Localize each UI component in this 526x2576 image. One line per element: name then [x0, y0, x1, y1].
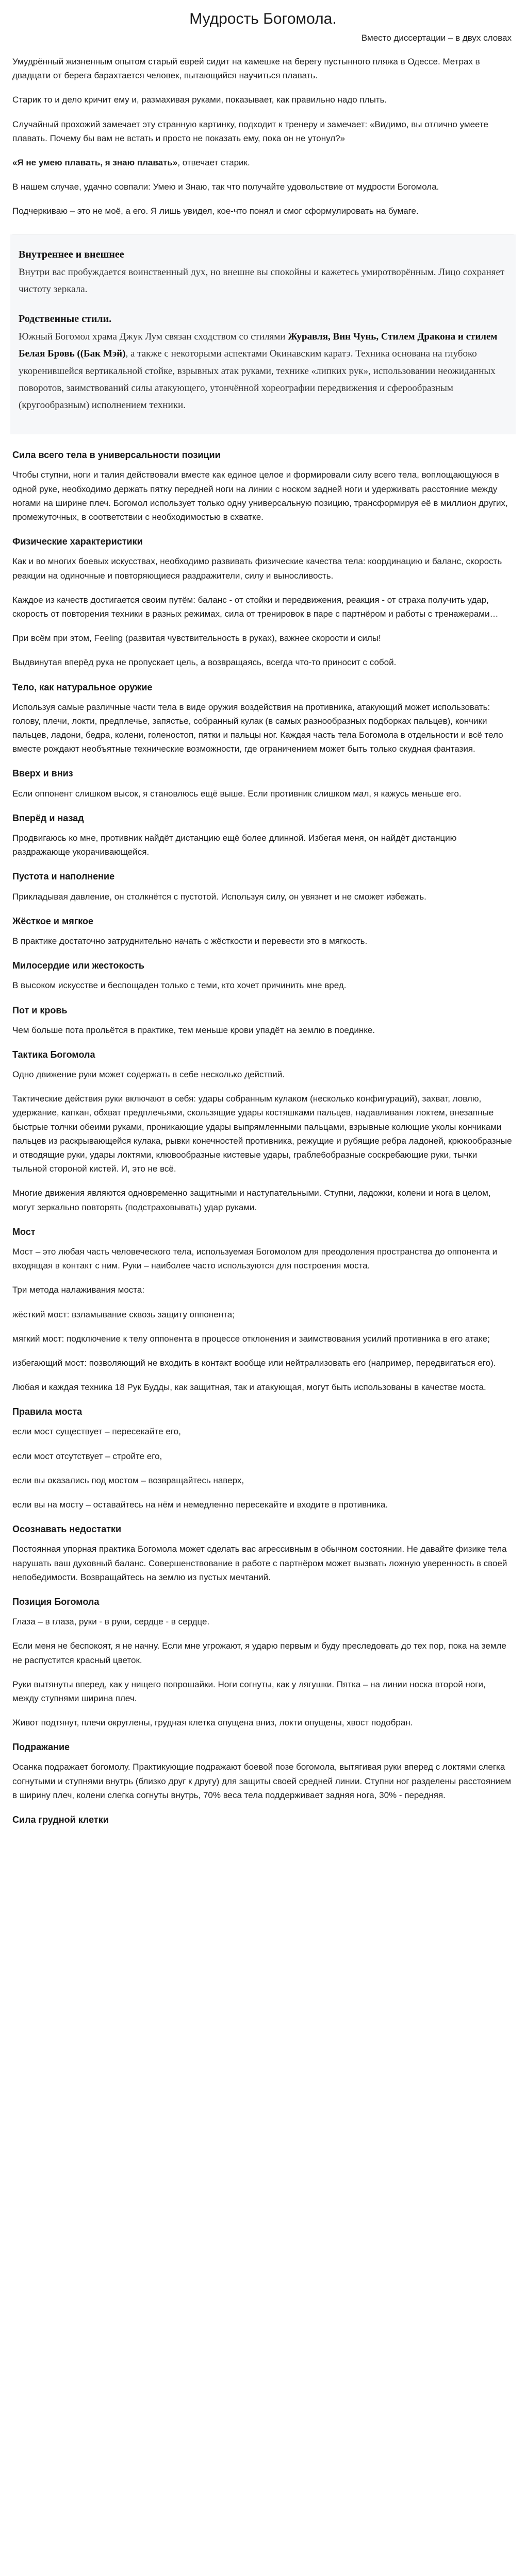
section-heading: Правила моста — [12, 1406, 83, 1417]
section-heading: Тактика Богомола — [12, 1049, 95, 1060]
styles-names: Журавля, Вин Чунь, Стилем Дракона и стилем Белая Бровь ((Бак Мэй) — [19, 331, 498, 360]
section-paragraph: избегающий мост: позволяющий не входить в контакт вообще или нейтрализовать его (например, передвигаться его). — [12, 1358, 496, 1368]
section-paragraph: Прикладывая давление, он столкнётся с пустотой. Используя силу, он увязнет и не сможет избежать. — [12, 891, 426, 902]
serif-block — [10, 234, 516, 435]
section-paragraph: Мост – это любая часть человеческого тела, используемая Богомолом для преодоления пространства до оппонента и входящая в контакт с ним. Руки – наиболее часто используются для построения моста. — [12, 1246, 498, 1271]
section-paragraph: Если меня не беспокоят, я не начну. Если мне угрожают, я ударю первым и буду преследовать до тех пор, пока на земле не распустится красный цветок. — [12, 1641, 506, 1665]
section-paragraph: Три метода налаживания моста: — [12, 1285, 145, 1295]
section-paragraph: Живот подтянут, плечи округлены, грудная клетка опущена вниз, локти опущены, хвост подобран. — [12, 1718, 413, 1728]
intro-paragraph: Умудрённый жизненным опытом старый еврей сидит на камешке на берегу пустынного пляжа в Одессе. Метрах в двадцати от берега барахтается человек, пытающийся научиться плавать. — [12, 57, 480, 81]
section-heading: Милосердие или жестокость — [12, 960, 144, 971]
section-heading: Позиция Богомола — [12, 1596, 100, 1607]
page-subtitle: Вместо диссертации – в двух словах — [361, 33, 512, 43]
section-paragraph: Многие движения являются одновременно защитными и наступательными. Ступни, ладожки, колени и нога в целом, могут зеркально повторять (подстраховывать) удар руками. — [12, 1188, 491, 1212]
section-heading: Подражание — [12, 1742, 70, 1753]
section-paragraph: Осанка подражает богомолу. Практикующие подражают боевой позе богомола, вытягивая руки вперед с локтями слегка согнутыми и ступнями внутрь (близко друг к другу) для защиты своей средней линии. Ступни ног разделены расстоянием в ширину плеч, колени слегка согнуты внутрь, 70% веса тела поддерживает задняя нога, 30% - передняя. — [12, 1762, 512, 1800]
section-heading: Пот и кровь — [12, 1005, 68, 1015]
section-paragraph: Если оппонент слишком высок, я становлюсь ещё выше. Если противник слишком мал, я кажусь меньше его. — [12, 788, 462, 799]
main-sections — [12, 449, 514, 1826]
section-paragraph: жёсткий мост: взламывание сквозь защиту оппонента; — [12, 1309, 235, 1319]
section-heading: Мост — [12, 1226, 36, 1237]
section-paragraph: если вы на мосту – оставайтесь на нём и немедленно пересекайте и входите в противника. — [12, 1500, 388, 1510]
section-heading: Тело, как натуральное оружие — [12, 682, 153, 692]
intro-paragraph: В нашем случае, удачно совпали: Умею и Знаю, так что получайте удовольствие от мудрости Богомола. — [12, 182, 439, 192]
block-text-inner: Внутри вас пробуждается воинственный дух, но внешне вы спокойны и кажетесь умиротворённым. Лицо сохраняет чистоту зеркала. — [19, 266, 505, 295]
block-heading-inner: Внутреннее и внешнее — [19, 248, 124, 260]
section-paragraph: Любая и каждая техника 18 Рук Будды, как защитная, так и атакующая, могут быть использованы в качестве моста. — [12, 1382, 486, 1393]
section-paragraph: если вы оказались под мостом – возвращайтесь наверх, — [12, 1475, 244, 1485]
section-paragraph: Как и во многих боевых искусствах, необходимо развивать физические качества тела: координацию и баланс, скорость реакции на одиночные и повторяющиеся раздражители, силу и выносливость. — [12, 556, 502, 581]
section-paragraph: Тактические действия руки включают в себя: удары собранным кулаком (несколько конфигураций), захват, ловлю, удержание, капкан, обхват предплечьями, скользящие удары костяшками пальцев, надавливания локтем, внезапные быстрые толчки обеими руками, проникающие удары выпрямленными пальцами, взрывные колющие уколы кончиками пальцев из раскрывающейся кулака, рывки конечностей противника, режущие и рубящие ребра ладоней, крюкообразные и отводящие руки, удары локтями, клювообразные кистевые удары, грабле6образные соскребающие руки, тычки тыльной стороной кистей. И, это не всё. — [12, 1094, 512, 1174]
intro-paragraph: Случайный прохожий замечает эту странную картинку, подходит к тренеру и замечает: «Видимо, вы отлично умеете плавать. Почему бы вам не встать и просто не показать ему, пока он не утонул?» — [12, 119, 488, 143]
section-paragraph: В практике достаточно затруднительно начать с жёсткости и перевести это в мягкость. — [12, 936, 368, 946]
section-paragraph: Постоянная упорная практика Богомола может сделать вас агрессивным в обычном состоянии. Не давайте физике тела нарушать ваш духовный баланс. Совершенствование в работе с партнёром может вызвать ложную уверенность в своей непобедимости. Возвращайтесь на землю из пустых мечтаний. — [12, 1544, 507, 1582]
section-paragraph: Одно движение руки может содержать в себе несколько действий. — [12, 1070, 285, 1080]
section-heading: Осознавать недостатки — [12, 1524, 122, 1535]
section-heading: Вперёд и назад — [12, 812, 84, 823]
section-heading: Жёсткое и мягкое — [12, 916, 94, 926]
section-paragraph: Чем больше пота прольётся в практике, тем меньше крови упадёт на землю в поединке. — [12, 1025, 375, 1035]
intro-paragraph — [12, 156, 514, 170]
section-paragraph: Выдвинутая вперёд рука не пропускает цель, а возвращаясь, всегда что-то приносит с собой. — [12, 657, 397, 668]
intro-quote-tail: , отвечает старик. — [177, 157, 250, 167]
page-title: Мудрость Богомола. — [189, 10, 337, 27]
styles-text-start: Южный Богомол храма Джук Лум связан сходством со стилями — [19, 331, 288, 342]
section-paragraph: если мост существует – пересекайте его, — [12, 1427, 181, 1437]
intro-quote: «Я не умею плавать, я знаю плавать» — [12, 157, 178, 167]
intro-paragraph: Старик то и дело кричит ему и, размахивая руками, показывает, как правильно надо плыть. — [12, 95, 387, 105]
section-heading: Физические характеристики — [12, 536, 143, 547]
section-heading: Вверх и вниз — [12, 768, 73, 779]
block-text-styles — [19, 328, 507, 414]
section-paragraph: Глаза – в глаза, руки - в руки, сердце - в сердце. — [12, 1617, 210, 1627]
intro-section — [12, 55, 514, 218]
section-paragraph: Руки вытянуты вперед, как у нищего попрошайки. Ноги согнуты, как у лягушки. Пятка – на линии носка второй ноги, между ступнями ширина плеч. — [12, 1679, 486, 1703]
section-paragraph: В высоком искусстве и беспощаден только с теми, кто хочет причинить мне вред. — [12, 980, 347, 991]
section-paragraph: Каждое из качеств достигается своим путём: баланс - от стойки и передвижения, реакция - от страха получить удар, скорость от повторения техники в разных режимах, сила от тренировок в паре с партнёром и работы с тренажерами… — [12, 595, 499, 619]
section-paragraph: Используя самые различные части тела в виде оружия воздействия на противника, атакующий может использовать: голову, плечи, локти, предплечье, запястье, собранный кулак (в самых разнообразных подборках пальцев), кончики пальцев, ладони, бедра, колени, голеностоп, пятки и пальцы ног. Каждая часть тела Богомола в отдельности и всё тело вместе рождают необъятные технические возможности, где ограничением может быть только скудная фантазия. — [12, 702, 503, 754]
intro-paragraph: Подчеркиваю – это не моё, а его. Я лишь увидел, кое-что понял и смог сформулировать на бумаге. — [12, 206, 419, 216]
section-heading: Сила грудной клетки — [12, 1815, 109, 1825]
section-heading: Сила всего тела в универсальности позиции — [12, 450, 221, 461]
section-paragraph: Чтобы ступни, ноги и талия действовали вместе как единое целое и формировали силу всего тела, воплощающуюся в одной руке, необходимо держать пятку передней ноги на линии с носком задней ноги и удерживать расстояние между ногами на ширине плеч. Богомол использует только одну универсальную позицию, трансформируя её в миллион других, промежуточных, в соответствии с необходимостью в схватке. — [12, 470, 508, 522]
styles-text-end: , а также с некоторыми аспектами Окинавским каратэ. Техника основана на глубоко укоренившейся вертикальной стойке, взрывных атак руками, технике «липких рук», использовании неожиданных поворотов, заимствований силы атакующего, утончённой хореографии передвижения и сферообразным (кругообразным) исполнением техники. — [19, 348, 496, 411]
block-heading-styles: Родственные стили. — [19, 313, 112, 325]
section-paragraph: При всём при этом, Feeling (развитая чувствительность в руках), важнее скорости и силы! — [12, 633, 381, 643]
section-heading: Пустота и наполнение — [12, 871, 115, 882]
section-paragraph: если мост отсутствует – стройте его, — [12, 1451, 162, 1461]
section-paragraph: Продвигаюсь ко мне, противник найдёт дистанцию ещё более длинной. Избегая меня, он найдёт дистанцию раздражающе укорачивающейся. — [12, 833, 457, 857]
section-paragraph: мягкий мост: подключение к телу оппонента в процессе отклонения и заимствования усилий противника в его атаке; — [12, 1333, 490, 1344]
